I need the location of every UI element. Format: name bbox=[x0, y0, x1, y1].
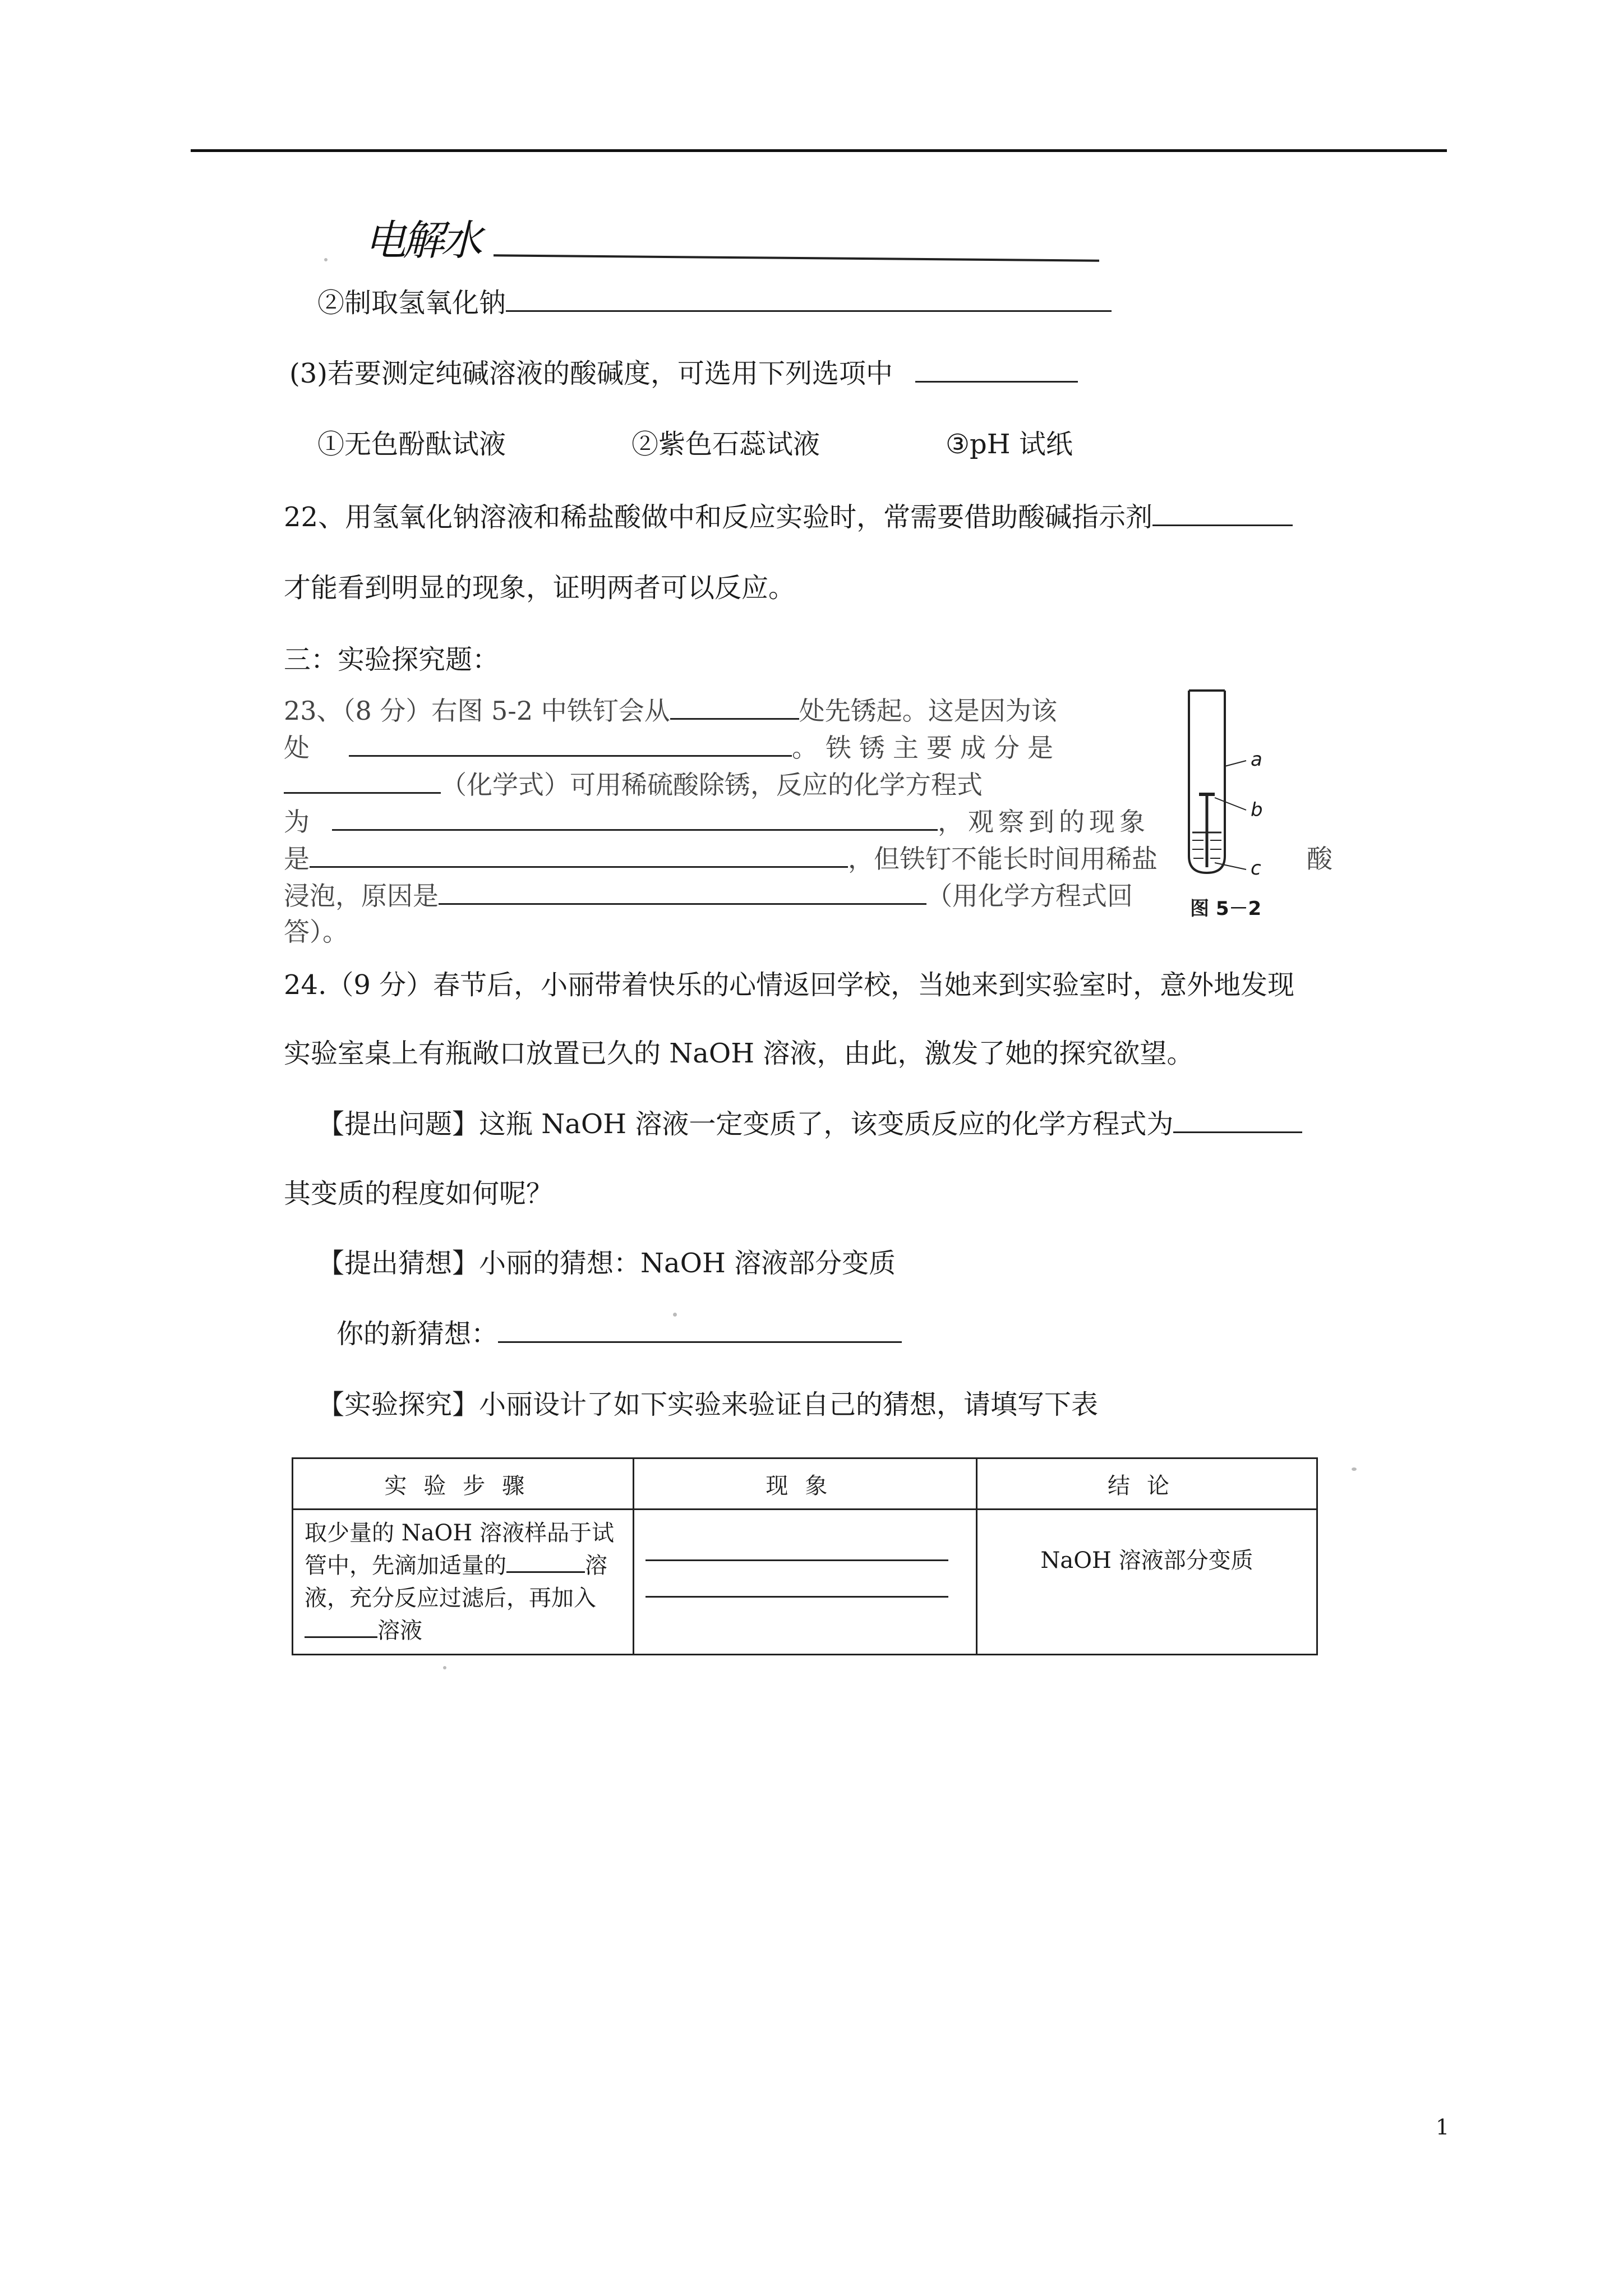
q23-l3: （化学式）可用稀硫酸除锈，反应的化学方程式 bbox=[441, 770, 983, 800]
q23-blank-2 bbox=[349, 736, 792, 757]
table-header-step: 实验步骤 bbox=[293, 1458, 634, 1510]
q23-line1 bbox=[284, 693, 1057, 728]
table-header-phenomenon: 现象 bbox=[633, 1458, 976, 1510]
step-text-b: 溶液，充分反应过滤后，再加入 bbox=[305, 1553, 607, 1611]
conclusion-text: NaOH 溶液部分变质 bbox=[1040, 1548, 1253, 1573]
table-header-conclusion: 结论 bbox=[977, 1458, 1317, 1510]
step-text-c: 溶液 bbox=[377, 1618, 422, 1644]
q23-l4a: 为 bbox=[284, 807, 310, 837]
q23-l4b: ，观察到的现象 bbox=[938, 807, 1150, 837]
scan-speck bbox=[324, 258, 328, 261]
q23-l6a: 浸泡，原因是 bbox=[284, 881, 439, 911]
q24-question-2: 其变质的程度如何呢？ bbox=[284, 1178, 554, 1209]
q24-question-text: 【提出问题】这瓶 NaOH 溶液一定变质了，该变质反应的化学方程式为 bbox=[317, 1108, 1174, 1140]
fig-label-b: b bbox=[1251, 799, 1263, 821]
q23-l2a: 处 bbox=[284, 733, 310, 763]
experiment-table bbox=[292, 1457, 1318, 1655]
figure-caption: 图 5－2 bbox=[1190, 898, 1262, 920]
fig-label-c: c bbox=[1251, 857, 1261, 880]
q23-line7: 答）。 bbox=[284, 917, 348, 947]
table-row bbox=[293, 1510, 1317, 1655]
q23-l1a: 23、（8 分）右图 5-2 中铁钉会从 bbox=[284, 696, 670, 726]
q23-blank-3 bbox=[284, 773, 441, 794]
q24-line2: 实验室桌上有瓶敞口放置已久的 NaOH 溶液，由此，激发了她的探究欲望。 bbox=[284, 1038, 1194, 1069]
q23-line4 bbox=[284, 804, 1150, 839]
answer-blank-line bbox=[494, 254, 1099, 261]
header-rule bbox=[191, 149, 1447, 152]
q24-question bbox=[317, 1107, 1302, 1141]
q23-line5 bbox=[284, 841, 1158, 876]
q23-l1b: 处先锈起。这是因为该 bbox=[799, 696, 1057, 726]
q23-line6 bbox=[284, 878, 1133, 913]
page-number: 1 bbox=[1436, 2115, 1450, 2139]
q21-item3-text: (3)若要测定纯碱溶液的酸碱度，可选用下列选项中 bbox=[289, 358, 893, 389]
q23-l2b: 。铁锈主要成分是 bbox=[792, 733, 1061, 763]
q22-line1 bbox=[284, 500, 1293, 534]
q21-option-1: ①无色酚酞试液 bbox=[317, 429, 506, 460]
q21-item2 bbox=[317, 286, 1112, 320]
handwritten-answer: 电解水 bbox=[365, 217, 479, 265]
q24-guess: 【提出猜想】小丽的猜想：NaOH 溶液部分变质 bbox=[317, 1248, 896, 1279]
table-cell-phenomenon bbox=[633, 1510, 976, 1655]
section-3-title: 三：实验探究题： bbox=[284, 644, 500, 675]
q21-item2-label: ②制取氢氧化钠 bbox=[317, 287, 506, 319]
step-blank-2 bbox=[305, 1617, 377, 1638]
test-tube-figure bbox=[1178, 688, 1301, 923]
q23-blank-6 bbox=[439, 884, 926, 905]
q24-new-guess-blank bbox=[498, 1319, 902, 1343]
q22-line1-text: 22、用氢氧化钠溶液和稀盐酸做中和反应实验时，常需要借助酸碱指示剂 bbox=[284, 501, 1153, 533]
table-header-row bbox=[293, 1458, 1317, 1510]
q21-option-2: ②紫色石蕊试液 bbox=[631, 429, 820, 460]
q24-new-guess-label: 你的新猜想： bbox=[336, 1318, 499, 1350]
step-text-a: 取少量的 NaOH 溶液样品于试管中，先滴加适量的 bbox=[305, 1520, 614, 1579]
q23-blank-4 bbox=[332, 810, 938, 831]
q21-item2-blank bbox=[506, 288, 1112, 312]
q23-l5b: ，但铁钉不能长时间用稀盐 bbox=[848, 844, 1158, 874]
q23-line2 bbox=[284, 730, 1061, 765]
q24-new-guess bbox=[336, 1317, 902, 1351]
step-blank-1 bbox=[506, 1552, 585, 1573]
phenomenon-blank-1 bbox=[645, 1559, 948, 1561]
q21-item3-blank bbox=[915, 358, 1078, 383]
q21-option-3: ③pH 试纸 bbox=[946, 429, 1073, 460]
table-cell-conclusion bbox=[977, 1510, 1317, 1655]
q23-l6b: （用化学方程式回 bbox=[926, 881, 1133, 911]
step-text bbox=[293, 1510, 633, 1654]
q22-blank bbox=[1152, 502, 1293, 526]
fig-label-a: a bbox=[1251, 748, 1262, 771]
scan-speck bbox=[443, 1666, 446, 1669]
q22-line2: 才能看到明显的现象，证明两者可以反应。 bbox=[284, 572, 796, 604]
q24-explore: 【实验探究】小丽设计了如下实验来验证自己的猜想，请填写下表 bbox=[317, 1389, 1099, 1420]
q23-line3 bbox=[284, 767, 983, 802]
q23-blank-5 bbox=[310, 847, 848, 868]
table-cell-step bbox=[293, 1510, 634, 1655]
q24-line1: 24.（9 分）春节后，小丽带着快乐的心情返回学校，当她来到实验室时，意外地发现 bbox=[284, 969, 1295, 1001]
q24-question-blank bbox=[1173, 1109, 1302, 1133]
phenomenon-blank-2 bbox=[645, 1596, 948, 1598]
q21-item3 bbox=[289, 357, 1078, 390]
q23-blank-1 bbox=[670, 699, 799, 720]
scan-speck bbox=[673, 1313, 677, 1317]
q23-l5c: 酸 bbox=[1307, 844, 1332, 874]
q23-l5a: 是 bbox=[284, 844, 310, 874]
scan-speck bbox=[1352, 1467, 1357, 1471]
